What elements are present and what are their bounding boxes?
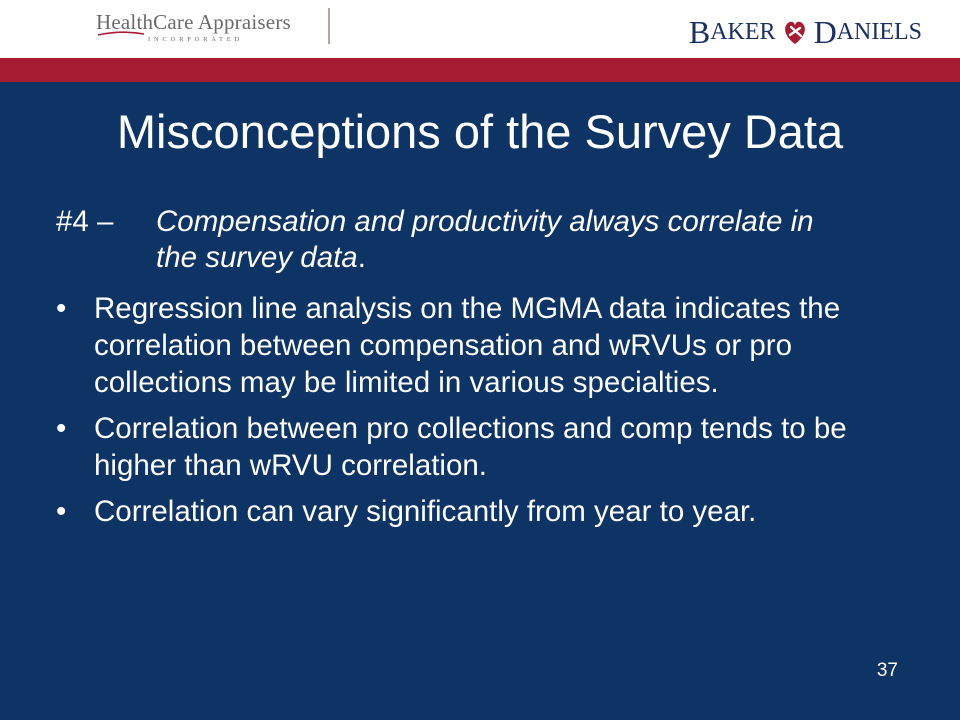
misconception-period: .: [357, 241, 366, 274]
misconception-4: [56, 204, 906, 284]
healthcare-appraisers-logo: [96, 10, 346, 50]
red-accent-bar: [0, 58, 960, 82]
bd-letter-d: D: [813, 14, 837, 50]
swoosh-icon: [96, 30, 146, 38]
bd-letter-b: B: [688, 14, 711, 50]
misconception-statement: [156, 204, 856, 276]
bullet-text: Correlation can vary significantly from year to year.: [94, 495, 757, 528]
ampersand-icon: [782, 18, 808, 46]
slide-body: [56, 204, 906, 539]
bd-word-aniels: ANIELS: [836, 19, 922, 45]
bd-word-aker: AKER: [710, 19, 776, 45]
header-bar: [0, 0, 960, 58]
bullet-icon: •: [56, 412, 67, 445]
bullet-list: [56, 290, 906, 530]
bullet-text: Correlation between pro collections and comp tends to be higher than wRVU correlation.: [94, 412, 847, 482]
slide-title: Misconceptions of the Survey Data: [116, 105, 844, 158]
bullet-item: [56, 493, 906, 530]
page-number: 37: [876, 660, 898, 681]
misconception-text: Compensation and productivity always correlate in the survey data: [156, 205, 814, 274]
bullet-icon: •: [56, 292, 67, 325]
baker-daniels-logo: [689, 16, 922, 52]
hca-logo-subtitle: INCORPORATED: [148, 36, 244, 43]
bullet-item: [56, 410, 906, 484]
bullet-item: [56, 290, 906, 401]
misconception-label: #4 –: [56, 205, 114, 238]
hca-logo-name: HealthCare Appraisers: [96, 10, 291, 34]
logo-divider: [328, 8, 330, 44]
bullet-text: Regression line analysis on the MGMA data indicates the correlation between compensation and wRVUs or pro collections may be limited in various specialties.: [94, 292, 841, 399]
bullet-icon: •: [56, 495, 67, 528]
